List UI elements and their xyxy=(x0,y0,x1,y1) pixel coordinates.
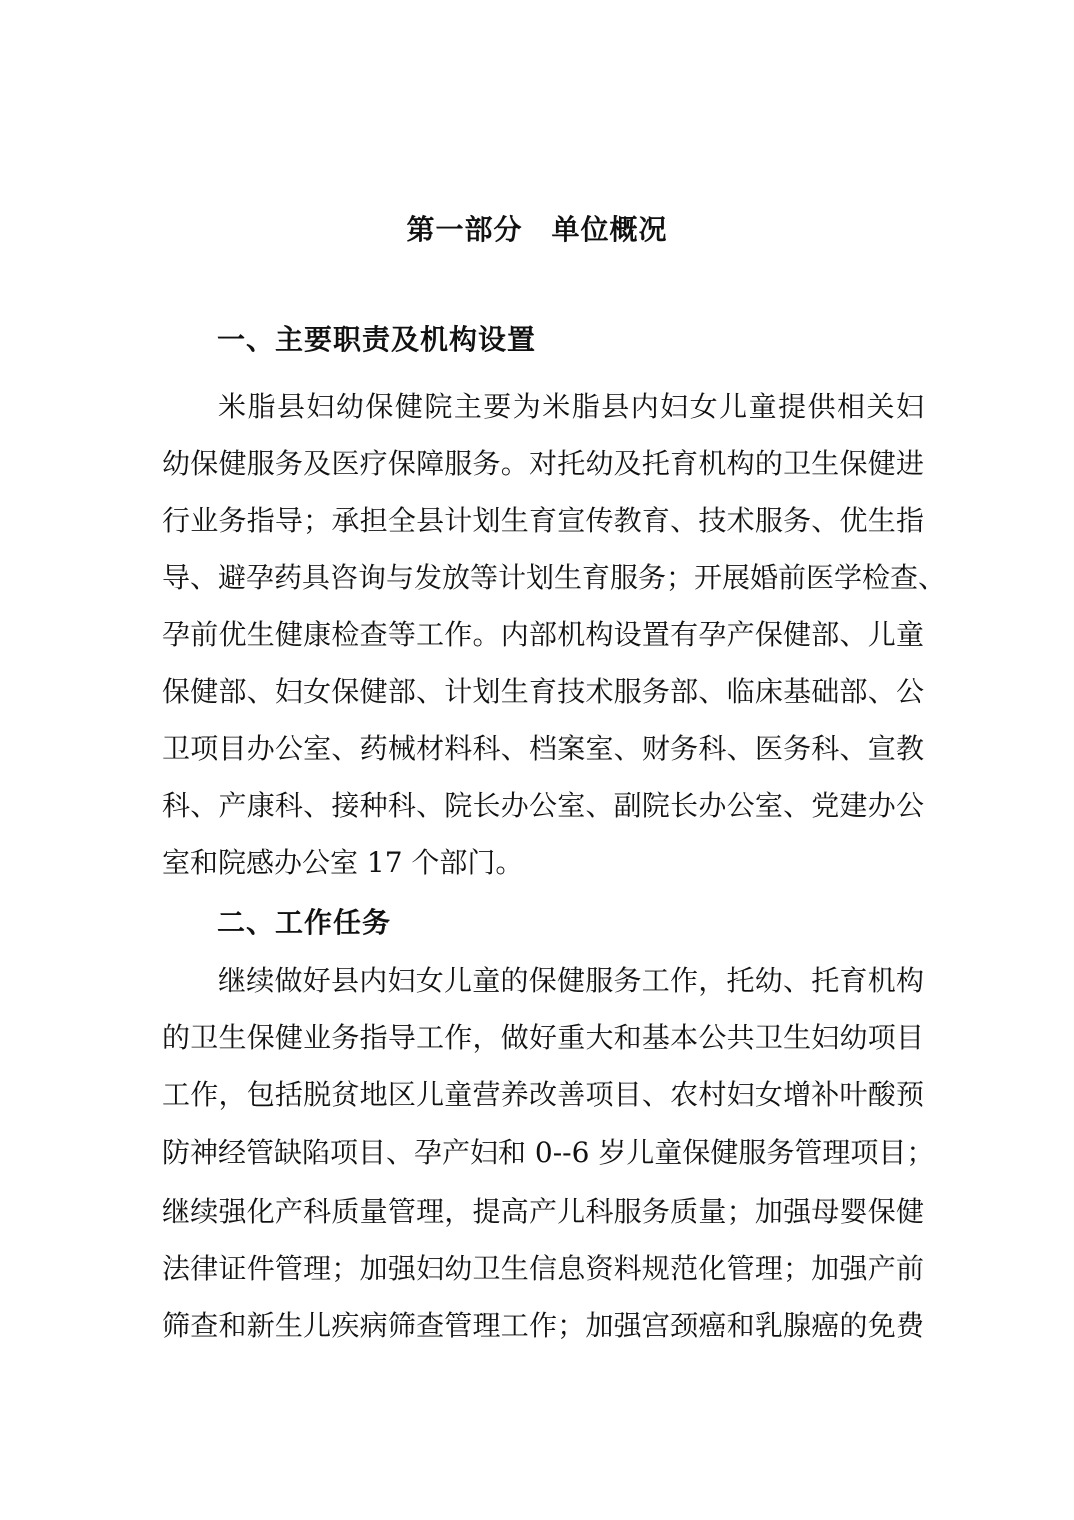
paragraph-line: 行业务指导；承担全县计划生育宣传教育、技术服务、优生指 xyxy=(162,504,924,537)
paragraph-line: 卫项目办公室、药械材料科、档案室、财务科、医务科、宣教 xyxy=(162,732,924,765)
paragraph-line: 室和院感办公室 17 个部门。 xyxy=(162,846,524,879)
section-heading-duties: 一、主要职责及机构设置 xyxy=(217,323,537,356)
paragraph-line: 工作，包括脱贫地区儿童营养改善项目、农村妇女增补叶酸预 xyxy=(162,1078,924,1111)
paragraph-line: 继续强化产科质量管理，提高产儿科服务质量；加强母婴保健 xyxy=(162,1195,924,1228)
paragraph-line: 保健部、妇女保健部、计划生育技术服务部、临床基础部、公 xyxy=(162,675,924,708)
paragraph-line: 的卫生保健业务指导工作，做好重大和基本公共卫生妇幼项目 xyxy=(162,1021,924,1054)
paragraph-line: 法律证件管理；加强妇幼卫生信息资料规范化管理；加强产前 xyxy=(162,1252,924,1285)
paragraph-line: 继续做好县内妇女儿童的保健服务工作，托幼、托育机构 xyxy=(218,964,924,997)
paragraph-line: 米脂县妇幼保健院主要为米脂县内妇女儿童提供相关妇 xyxy=(218,390,924,423)
paragraph-line: 幼保健服务及医疗保障服务。对托幼及托育机构的卫生保健进 xyxy=(162,447,924,480)
page-title: 第一部分 单位概况 xyxy=(406,213,668,246)
paragraph-line: 筛查和新生儿疾病筛查管理工作；加强宫颈癌和乳腺癌的免费 xyxy=(162,1309,924,1342)
paragraph-line: 孕前优生健康检查等工作。内部机构设置有孕产保健部、儿童 xyxy=(162,618,924,651)
section-heading-tasks: 二、工作任务 xyxy=(217,906,392,939)
paragraph-line: 科、产康科、接种科、院长办公室、副院长办公室、党建办公 xyxy=(162,789,924,822)
paragraph-line: 导、避孕药具咨询与发放等计划生育服务；开展婚前医学检查、 xyxy=(162,561,947,594)
paragraph-line: 防神经管缺陷项目、孕产妇和 0--6 岁儿童保健服务管理项目； xyxy=(162,1136,935,1169)
